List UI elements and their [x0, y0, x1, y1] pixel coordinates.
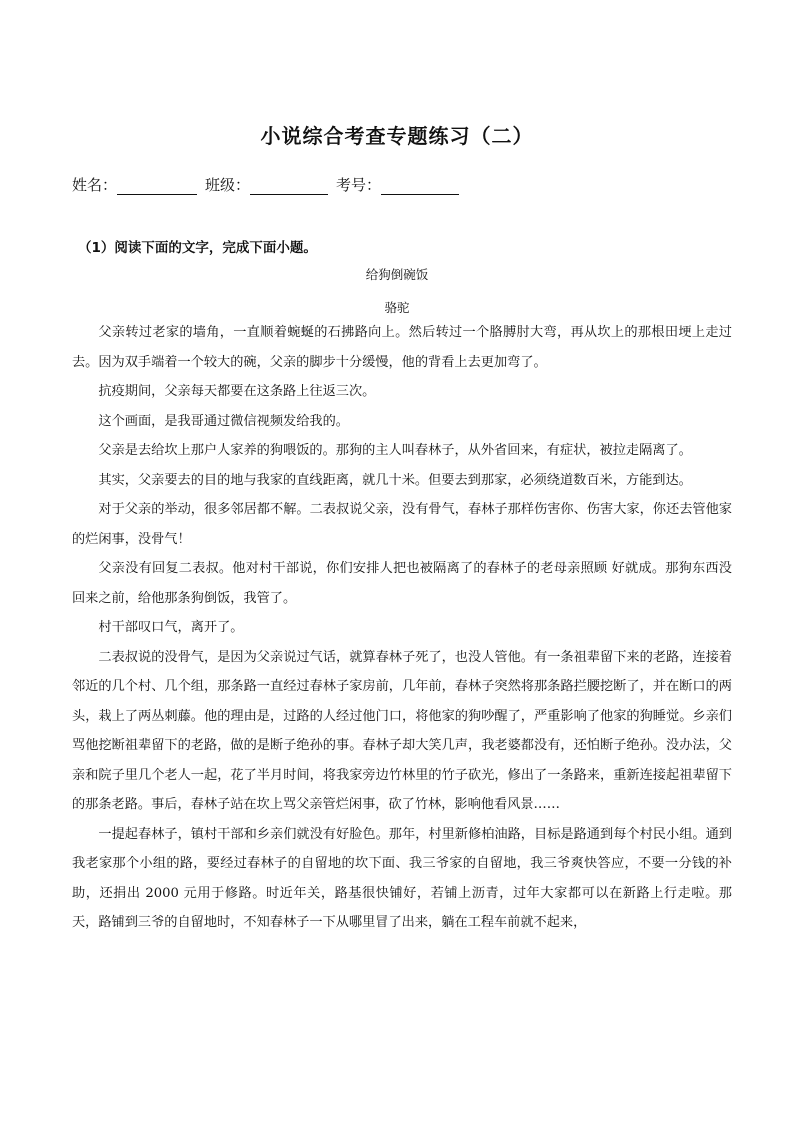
paragraph: 抗疫期间，父亲每天都要在这条路上往返三次。 — [98, 384, 376, 399]
class-blank[interactable] — [250, 178, 328, 195]
paragraph: 村干部叹口气，离开了。 — [98, 620, 244, 635]
article-title: 给狗倒碗饭 — [365, 267, 429, 282]
student-info-row — [72, 174, 467, 195]
article-author: 骆驼 — [384, 300, 410, 315]
paragraph: 这个画面，是我哥通过微信视频发给我的。 — [98, 413, 349, 429]
paragraph: 一提起春林子，镇村干部和乡亲们就没有好脸色。那年，村里新修柏油路，目标是路通到每个村民小组。通到我老家那个小组的路，要经过春林子的自留地的坎下面、我三爷家的自留地，我三爷爽快答应，不要一分钱的补助，还捐出 2000 元用于修路。时近年关，路基很快铺好，若铺上沥青，过年大家都可以在新路上行走啦。那天，路铺到三爷的自留地时，不知春林子一下从哪里冒了出来，躺在工程车前就不起来， — [72, 826, 732, 930]
page-title: 小说综合考查专题练习（二） — [260, 124, 534, 148]
question-instruction: （1）阅读下面的文字，完成下面小题。 — [78, 240, 317, 256]
article-body — [72, 318, 732, 938]
class-label: 班级： — [205, 176, 251, 194]
paragraph: 二表叔说的没骨气，是因为父亲说过气话，就算春林子死了，也没人管他。有一条祖辈留下来的老路，连接着邻近的几个村、几个组，那条路一直经过春林子家房前，几年前，春林子突然将那条路拦腰挖断了，并在断口的两头，栽上了两丛刺藤。他的理由是，过路的人经过他门口，将他家的狗吵醒了，严重影响了他家的狗睡觉。乡亲们骂他挖断祖辈留下的老路，做的是断子绝孙的事。春林子却大笑几声，我老婆都没有，还怕断子绝孙。没办法，父亲和院子里几个老人一起，花了半月时间，将我家旁边竹林里的竹子砍光，修出了一条路来，重新连接起祖辈留下的那条老路。事后，春林子站在坎上骂父亲管烂闲事，砍了竹林，影响他看风景…… — [72, 649, 732, 812]
name-label: 姓名： — [72, 176, 118, 194]
paragraph: 父亲转过老家的墙角，一直顺着蜿蜒的石拂路向上。然后转过一个胳膊肘大弯，再从坎上的那根田埂上走过去。因为双手端着一个较大的碗，父亲的脚步十分缓慢，他的背看上去更加弯了。 — [72, 325, 732, 370]
paragraph: 父亲没有回复二表叔。他对村干部说，你们安排人把也被隔离了的春林子的老母亲照顾 好就成。那狗东西没回来之前，给他那条狗倒饭，我管了。 — [72, 561, 732, 606]
paragraph: 父亲是去给坎上那户人家养的狗喂饭的。那狗的主人叫春林子，从外省回来，有症状，被拉走隔离了。 — [98, 443, 692, 458]
exam-number-label: 考号： — [336, 176, 382, 194]
name-blank[interactable] — [117, 178, 197, 195]
exam-number-blank[interactable] — [381, 178, 459, 195]
paragraph: 其实，父亲要去的目的地与我家的直线距离，就几十米。但要去到那家，必须绕道数百米，方能到达。 — [98, 472, 692, 488]
paragraph: 对于父亲的举动，很多邻居都不解。二表叔说父亲，没有骨气，春林子那样伤害你、伤害大家，你还去管他家的烂闲事，没骨气！ — [72, 502, 732, 547]
